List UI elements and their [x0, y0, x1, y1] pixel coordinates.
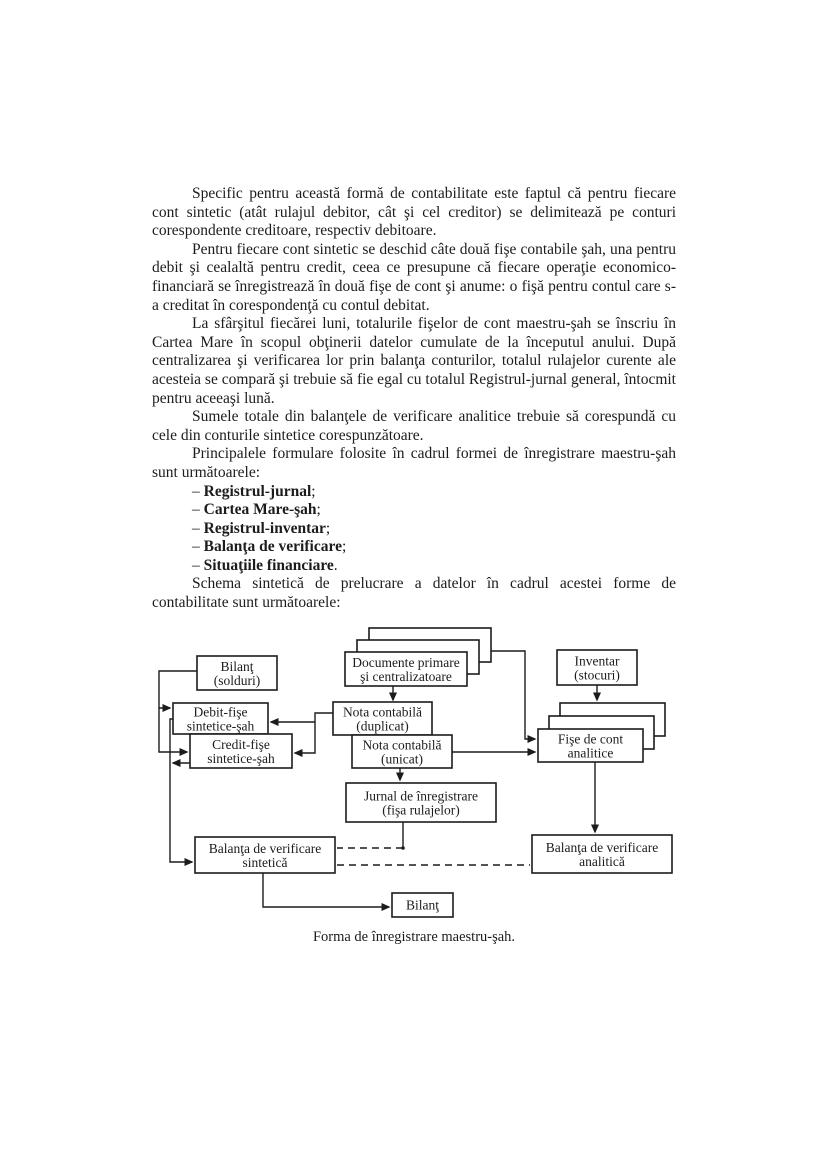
node-label: analitice [567, 745, 614, 761]
list-item-punct: ; [341, 538, 347, 556]
diagram-node-nota-contabila-duplicat [333, 702, 432, 735]
node-label: Inventar [574, 653, 620, 669]
body-paragraph: La sfârşitul fiecărei luni, totalurile fişelor de cont maestru-şah se înscriu în Cartea Mare în scopul obţinerii datelor cumulate de la începutul anului. După centralizarea şi verificarea lor prin balanţa conturilor, totalul rulajelor curente ale acesteia se compară şi trebuie să fie egal cu totalul Registrul-jurnal general, întocmit pentru aceeaşi lună. [152, 315, 676, 407]
node-label: Nota contabilă [342, 704, 423, 720]
flow-diagram [140, 615, 700, 925]
list-item-label: Balanţa de verificare [203, 538, 342, 556]
list-item-punct: ; [316, 501, 321, 519]
diagram-node-debit-fise [173, 703, 268, 734]
list-item [192, 501, 676, 520]
node-label: Nota contabilă [362, 737, 442, 753]
body-paragraph: Sumele totale din balanţele de verificare analitice trebuie să corespundă cu cele din conturile sintetice corespunzătoare. [152, 408, 676, 444]
node-label: sintetice-şah [207, 751, 275, 766]
diagram-node-bilant-final [392, 893, 453, 917]
node-label: (fişa rulajelor) [382, 802, 460, 818]
list-item-label: Situaţiile financiare [203, 556, 334, 574]
node-label: sintetică [242, 855, 288, 870]
node-label: (stocuri) [574, 667, 620, 683]
node-label: analitică [579, 854, 625, 869]
node-label: Jurnal de înregistrare [364, 788, 478, 804]
list-dash: – [192, 482, 200, 500]
node-label: (unicat) [381, 751, 423, 767]
list-item-punct: ; [325, 519, 331, 537]
diagram-node-fise-de-cont-analitice [538, 703, 665, 762]
list-dash: – [192, 538, 200, 556]
node-label: sintetice-şah [186, 718, 255, 734]
node-label: Debit-fişe [193, 704, 248, 720]
diagram-node-nota-contabila-unicat [352, 735, 452, 768]
node-label: (solduri) [213, 673, 261, 688]
list-item [192, 520, 676, 539]
diagram-junction-dot [401, 846, 405, 850]
diagram-edge-documente-to-fise [491, 651, 535, 739]
node-label: Fişe de cont [557, 731, 624, 747]
diagram-edge-balanta-sintetica-to-bilant [263, 873, 389, 907]
diagram-node-documente-primare [345, 628, 491, 686]
list-item-label: Cartea Mare-şah [203, 501, 317, 519]
list-item-punct: . [333, 556, 338, 574]
list-dash: – [192, 519, 200, 537]
diagram-edge-nota-duplicat-to-debit [271, 713, 333, 722]
node-label: Documente primare [352, 655, 460, 670]
diagram-edge-debit-to-balanta-sintetica [170, 719, 192, 862]
diagram-node-inventar [557, 650, 637, 685]
list-item-punct: ; [311, 482, 316, 500]
diagram-node-balanta-sintetica [195, 837, 335, 873]
list-item [192, 483, 676, 502]
body-paragraph: Pentru fiecare cont sintetic se deschid câte două fişe contabile şah, una pentru debit şi cealaltă pentru credit, ceea ce presupune că fiecare operaţie economico-financiară se înregistrează în două fişe de cont şi anume: o fişă pentru contul care s-a creditat în corespondenţă cu contul debitat. [152, 240, 676, 314]
figure-caption: Forma de înregistrare maestru-şah. [312, 929, 516, 945]
node-label: Bilanţ [406, 897, 439, 913]
node-label: Balanţa de verificare [545, 840, 659, 855]
diagram-node-balanta-analitica [532, 835, 672, 873]
node-label: Credit-fişe [212, 737, 270, 752]
list-item [192, 557, 676, 576]
diagram-node-credit-fise [190, 734, 292, 768]
diagram-node-jurnal-inregistrare [346, 783, 496, 822]
body-text [152, 185, 676, 613]
list-item [192, 538, 676, 557]
body-paragraph: Schema sintetică de prelucrare a datelor în cadrul acestei forme de contabilitate sunt următoarele: [152, 575, 676, 612]
list-item-label: Registrul-inventar [203, 519, 326, 537]
body-paragraph: Specific pentru această formă de contabilitate este faptul că pentru fiecare cont sintetic (atât rulajul debitor, cât şi cel creditor) se delimitează pe conturi corespondente creditoare, respectiv debitoare. [152, 185, 676, 240]
list-dash: – [192, 501, 200, 519]
diagram-node-bilant-solduri [197, 656, 277, 690]
node-label: Bilanţ [220, 659, 254, 674]
list-item-label: Registrul-jurnal [203, 482, 312, 500]
diagram-edge-nota-duplicat-to-credit [295, 722, 315, 753]
list-dash: – [192, 556, 200, 574]
body-paragraph: Principalele formulare folosite în cadrul formei de înregistrare maestru-şah sunt următoarele: [152, 445, 676, 481]
node-label: (duplicat) [356, 718, 409, 734]
node-label: şi centralizatoare [360, 669, 452, 684]
node-label: Balanţa de verificare [208, 841, 322, 856]
